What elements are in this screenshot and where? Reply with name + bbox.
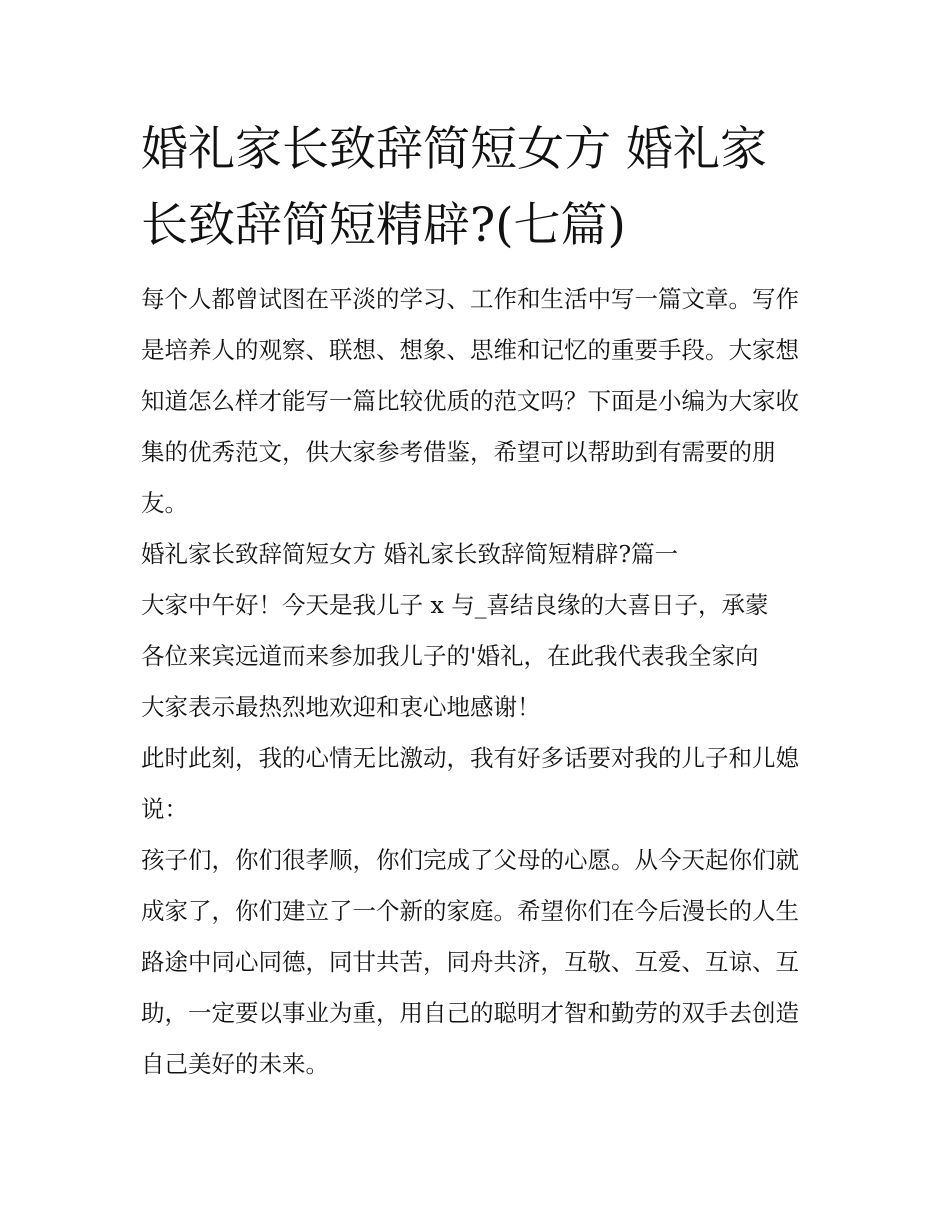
paragraph-3: 孩子们，你们很孝顺，你们完成了父母的心愿。从今天起你们就成家了，你们建立了一个新的家庭。希望你们在今后漫长的人生路途中同心同德，同甘共苦，同舟共济，互敬、互爱、互谅、互助，一定要以事业为重，用自己的聪明才智和勤劳的双手去创造自己美好的未来。: [141, 846, 799, 1078]
paragraph-1: [141, 580, 813, 733]
paragraph-1-line-3: 大家表示最热烈地欢迎和衷心地感谢！: [141, 693, 541, 721]
paragraph-2: 此时此刻，我的心情无比激动，我有好多话要对我的儿子和儿媳说：: [141, 744, 799, 823]
section-heading: 婚礼家长致辞简短女方 婚礼家长致辞简短精辟?篇一: [141, 540, 679, 568]
title-line-2: 长致辞简短精辟?(七篇): [141, 198, 626, 253]
title-line-1: 婚礼家长致辞简短女方 婚礼家: [141, 122, 767, 177]
paragraph-1-line-1: 大家中午好！今天是我儿子 x 与_喜结良缘的大喜日子，承蒙: [141, 591, 769, 619]
document-content: [141, 112, 813, 1090]
intro-paragraph: 每个人都曾试图在平淡的学习、工作和生活中写一篇文章。写作是培养人的观察、联想、想象、思维和记忆的重要手段。大家想知道怎么样才能写一篇比较优质的范文吗？下面是小编为大家收集的优秀范文，供大家参考借鉴，希望可以帮助到有需要的朋友。: [141, 285, 799, 517]
paragraph-1-line-2: 各位来宾远道而来参加我儿子的'婚礼，在此我代表我全家向: [141, 642, 759, 670]
document-title: [141, 112, 813, 264]
